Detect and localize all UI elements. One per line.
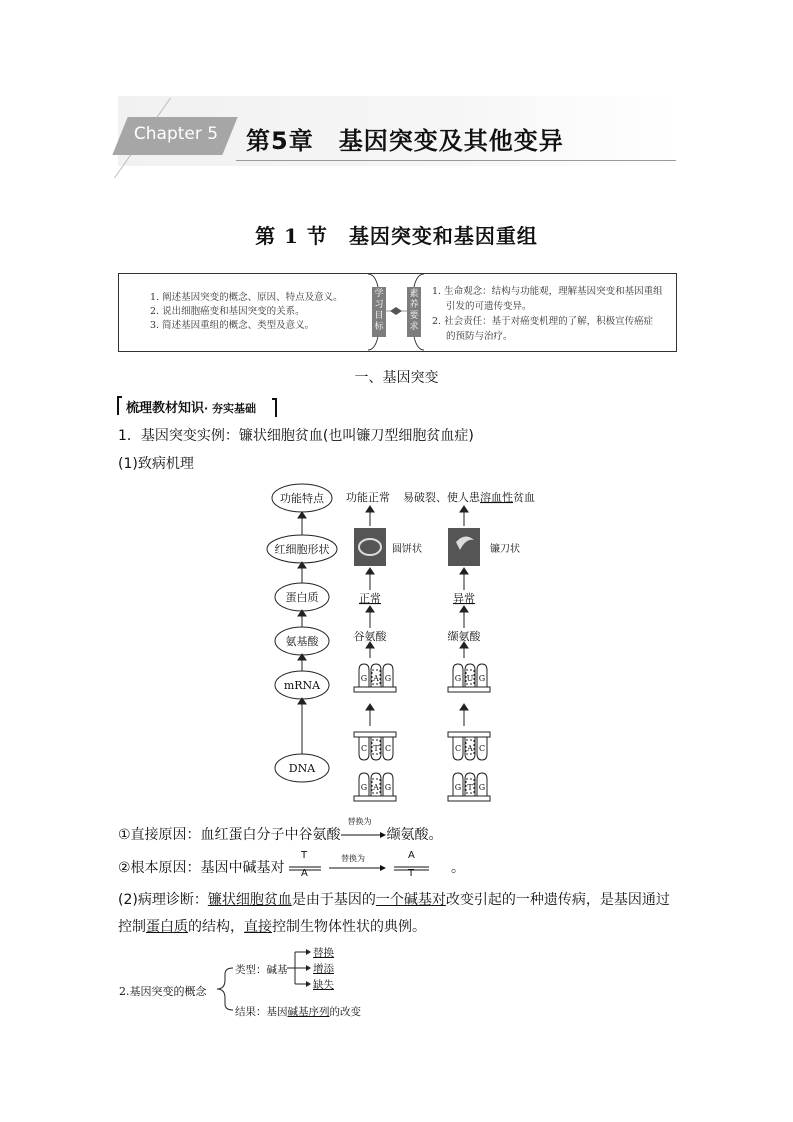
replace-arrow-label-2: 替换为: [341, 854, 366, 863]
objectives-right: [432, 284, 668, 344]
abnormal-amino-acid: 缬氨酸: [447, 630, 481, 643]
result-label: [235, 1004, 361, 1019]
to-bottom: T: [408, 868, 415, 879]
abnormal-cell-image: [448, 528, 480, 566]
abnormal-function-post: 贫血: [513, 491, 535, 504]
normal-mrna-base: A: [373, 674, 379, 683]
from-bottom: A: [301, 868, 308, 879]
result-post: 的改变: [329, 1006, 361, 1018]
knowledge-label: [126, 397, 256, 416]
abnormal-function-pre: 易破裂、使人患: [403, 491, 480, 504]
type-insertion: 增添: [313, 963, 334, 975]
direct-cause: [118, 817, 443, 844]
section-title: 第 1 节 基因突变和基因重组: [255, 224, 538, 248]
chapter-rule: [236, 160, 676, 161]
from-top: T: [301, 850, 308, 861]
diag-seg: 的结构，: [188, 919, 244, 935]
abnormal-protein: 异常: [453, 592, 475, 605]
chain-label-function: 功能特点: [280, 492, 324, 505]
root-cause-formula: [289, 850, 451, 879]
replace-arrow-label: 替换为: [347, 817, 372, 826]
diag-seg: (2)病理诊断：: [118, 892, 208, 908]
chain-label-rbc-shape: 红细胞形状: [274, 543, 330, 556]
abnormal-mrna-backbone: [448, 687, 490, 692]
objectives-diamond-icon: [390, 307, 402, 315]
knowledge-label-main: 梳理教材知识: [126, 401, 205, 416]
type-branches: [287, 952, 307, 984]
to-top: A: [408, 850, 415, 861]
abnormal-mrna-base: G: [454, 674, 462, 683]
abnormal-dna-bottom-base: T: [467, 783, 473, 792]
objective-item-cont: 引发的可遗传变异。: [446, 301, 532, 312]
item1-text: 1．基因突变实例：镰状细胞贫血(也叫镰刀型细胞贫血症): [118, 428, 474, 444]
diagnosis-paragraph: [118, 887, 683, 941]
root-cause-post: 。: [451, 860, 466, 876]
abnormal-shape-label: 镰刀状: [490, 544, 520, 555]
objectives-left: [150, 291, 343, 333]
normal-protein: 正常: [359, 592, 381, 605]
tag-literacy-requirements: 素养要求: [407, 287, 421, 337]
abnormal-dna-top-base: C: [454, 744, 462, 753]
diag-seg: 控制生物体性状的典例。: [272, 919, 426, 935]
diag-underline: 直接: [244, 919, 272, 935]
result-underline: 碱基序列: [287, 1006, 330, 1018]
normal-dna-top-base: T: [373, 744, 379, 753]
mechanism-diagram: [260, 480, 540, 810]
direct-cause-pre: ①直接原因：血红蛋白分子中谷氨酸: [118, 827, 341, 843]
type-substitution: 替换: [313, 947, 334, 959]
normal-mrna-backbone: [354, 687, 396, 692]
chapter-tab-label: Chapter 5: [133, 124, 219, 144]
normal-amino-acid: 谷氨酸: [353, 630, 387, 643]
diag-seg: 改变引起的一种遗传病，是基因通过控: [118, 892, 670, 935]
chain-label-mrna: mRNA: [283, 679, 321, 692]
normal-mrna-base: G: [360, 674, 368, 683]
type-label: 类型：碱基: [235, 964, 288, 976]
normal-dna-bottom-base: A: [373, 783, 379, 792]
diag-seg: 制: [132, 919, 146, 935]
concept-branch-top: [217, 968, 233, 989]
normal-dna-bottom-base: G: [360, 783, 368, 792]
normal-dna-bottom-base: G: [384, 783, 392, 792]
abnormal-dna-top-base: C: [478, 744, 486, 753]
objective-item: 2. 社会责任：基于对癌变机理的了解，积极宣传癌症: [432, 316, 654, 327]
diag-seg: 是由于基因的: [291, 892, 376, 908]
abnormal-function-u: 溶血性: [480, 491, 513, 504]
abnormal-dna-bottom-base: G: [478, 783, 486, 792]
tag-learning-goals: 学习目标: [372, 287, 386, 337]
root-cause-pre: ②根本原因：基因中碱基对: [118, 860, 285, 876]
result-pre: 结果：基因: [235, 1006, 288, 1018]
type-deletion: 缺失: [313, 979, 334, 991]
normal-mrna-base: G: [384, 674, 392, 683]
subsection-heading: 一、基因突变: [354, 370, 439, 386]
concept-label: 2.基因突变的概念: [119, 985, 207, 998]
normal-dna-top-base: C: [360, 744, 368, 753]
objective-item: 2. 说出细胞癌变和基因突变的关系。: [150, 306, 305, 317]
abnormal-function: [403, 490, 535, 504]
replace-arrow: [341, 817, 387, 839]
chain-label-amino-acid: 氨基酸: [285, 635, 319, 648]
abnormal-dna-top-base: A: [467, 744, 473, 753]
chapter-title: 第5章 基因突变及其他变异: [246, 127, 564, 155]
objective-item: 1. 阐述基因突变的概念、原因、特点及意义。: [150, 292, 343, 303]
abnormal-mrna-base: U: [466, 674, 474, 683]
objective-item: 1. 生命观念：结构与功能观，理解基因突变和基因重组: [432, 286, 663, 297]
abnormal-dna-bottom-base: G: [454, 783, 462, 792]
objective-item: 3. 简述基因重组的概念、类型及意义。: [150, 320, 315, 331]
diag-underline: 镰状细胞贫血: [207, 892, 292, 908]
diag-underline: 一个碱基对: [375, 892, 446, 908]
normal-dna-top-base: C: [384, 744, 392, 753]
root-cause: [118, 850, 466, 879]
normal-function: 功能正常: [346, 491, 390, 504]
chain-label-dna: DNA: [288, 762, 316, 775]
objective-item-cont: 的预防与治疗。: [446, 331, 513, 342]
direct-cause-post: 缬氨酸。: [386, 827, 443, 843]
item1-sub: (1)致病机理: [118, 456, 194, 472]
knowledge-label-sub: · 夯实基础: [204, 402, 257, 415]
chain-label-protein: 蛋白质: [285, 591, 319, 604]
concept-branch-bottom: [217, 989, 233, 1010]
normal-shape-label: 圆饼状: [392, 544, 422, 555]
diag-underline: 蛋白质: [146, 919, 188, 935]
abnormal-mrna-base: G: [478, 674, 486, 683]
